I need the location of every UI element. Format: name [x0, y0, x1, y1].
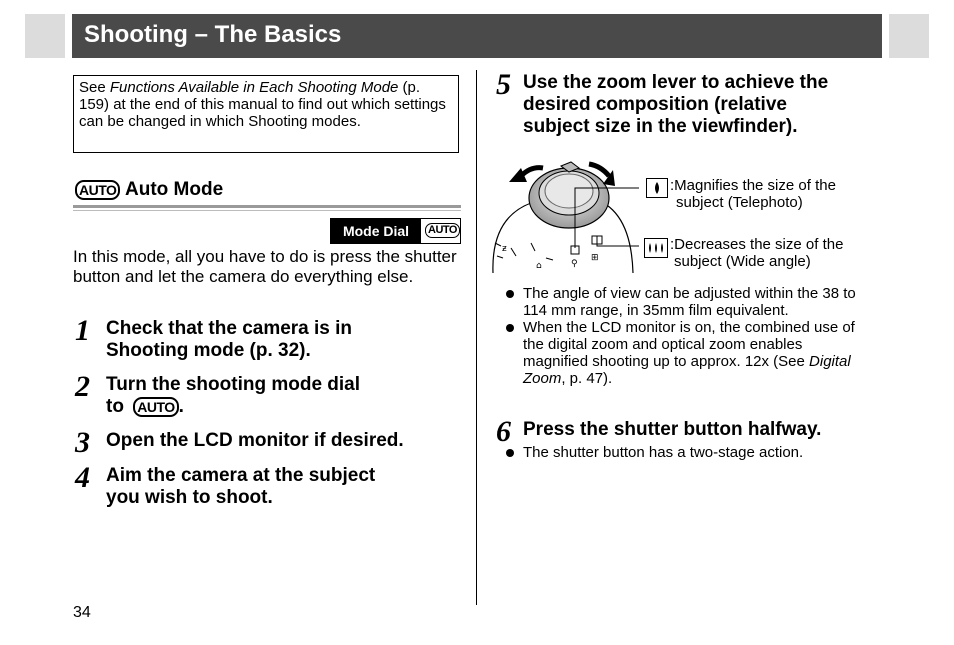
step-line: Check that the camera is in — [106, 318, 353, 339]
step-line: desired composition (relative — [523, 94, 787, 115]
header-tab-right — [889, 14, 929, 58]
telephoto-callout — [670, 177, 836, 211]
step-number: 5 — [496, 68, 511, 101]
step-text — [523, 419, 821, 441]
step-6-bullets — [503, 444, 868, 461]
wide-angle-icon — [644, 238, 668, 258]
wide-angle-callout — [670, 236, 843, 270]
step-text — [106, 374, 360, 418]
step-line: Aim the camera at the subject — [106, 465, 376, 486]
step-text — [106, 465, 375, 509]
zoom-lever-diagram — [491, 148, 641, 278]
bullet-item: The shutter button has a two-stage action. — [503, 444, 868, 461]
bullet-text: , p. 47). — [561, 370, 613, 387]
step-line — [106, 396, 360, 418]
bullet-italic: Digital Zoom — [523, 353, 851, 387]
wide-line1: :Decreases the size of the — [670, 236, 844, 253]
auto-mode-icon: AUTO — [425, 223, 460, 238]
telephoto-icon — [646, 178, 668, 198]
wide-line2: subject (Wide angle) — [674, 253, 811, 270]
section-heading — [75, 179, 223, 201]
step-line-prefix: to — [106, 396, 124, 417]
step-5-bullets — [503, 285, 868, 387]
svg-text:⚲: ⚲ — [571, 259, 578, 269]
column-divider — [476, 70, 477, 605]
step-line: Shooting mode (p. 32). — [106, 340, 311, 361]
note-italic: Functions Available in Each Shooting Mode — [109, 79, 399, 96]
auto-mode-icon: AUTO — [133, 397, 178, 417]
svg-text:⊞: ⊞ — [591, 253, 599, 263]
step-number: 2 — [75, 370, 90, 403]
step-number: 1 — [75, 314, 90, 347]
page-number: 34 — [73, 604, 91, 621]
section-rule — [73, 205, 461, 208]
section-title: Auto Mode — [125, 179, 224, 200]
step-line: Turn the shooting mode dial — [106, 374, 361, 395]
section-rule-thin — [73, 210, 461, 211]
bullet-item: The angle of view can be adjusted within the 38 to 114 mm range, in 35mm film equivalent. — [503, 285, 868, 319]
step-line-suffix: . — [178, 396, 184, 417]
step-line: Open the LCD monitor if desired. — [106, 430, 404, 451]
step-line: you wish to shoot. — [106, 487, 273, 508]
step-line: subject size in the viewfinder). — [523, 116, 798, 137]
mode-dial-label: Mode Dial — [331, 219, 421, 243]
auto-mode-icon: AUTO — [75, 180, 120, 200]
intro-paragraph: In this mode, all you have to do is press the shutter button and let the camera do everything else. — [73, 247, 457, 286]
note-rest: (p. 159) at the end of this manual to find out which settings can be changed in which Shooting modes. — [79, 79, 446, 130]
step-number: 3 — [75, 426, 90, 459]
step-text — [106, 430, 404, 452]
step-line: Press the shutter button halfway. — [523, 419, 822, 440]
step-number: 4 — [75, 461, 90, 494]
step-text — [106, 318, 352, 362]
step-number: 6 — [496, 415, 511, 448]
telephoto-line1: :Magnifies the size of the — [670, 177, 836, 194]
step-text — [523, 72, 828, 138]
mode-dial-tag — [330, 218, 461, 244]
svg-text:⌂: ⌂ — [536, 261, 542, 271]
note-prefix: See — [79, 79, 110, 96]
page-title: Shooting – The Basics — [84, 21, 342, 48]
svg-text:ƶ: ƶ — [502, 244, 507, 254]
bullet-item — [503, 319, 868, 387]
step-line: Use the zoom lever to achieve the — [523, 72, 829, 93]
telephoto-line2: subject (Telephoto) — [676, 194, 803, 211]
note-box — [73, 75, 459, 153]
header-tab-left — [25, 14, 65, 58]
bullet-text: When the LCD monitor is on, the combined use of the digital zoom and optical zoom enables magnified shooting up to approx. 12x (See — [523, 319, 855, 370]
